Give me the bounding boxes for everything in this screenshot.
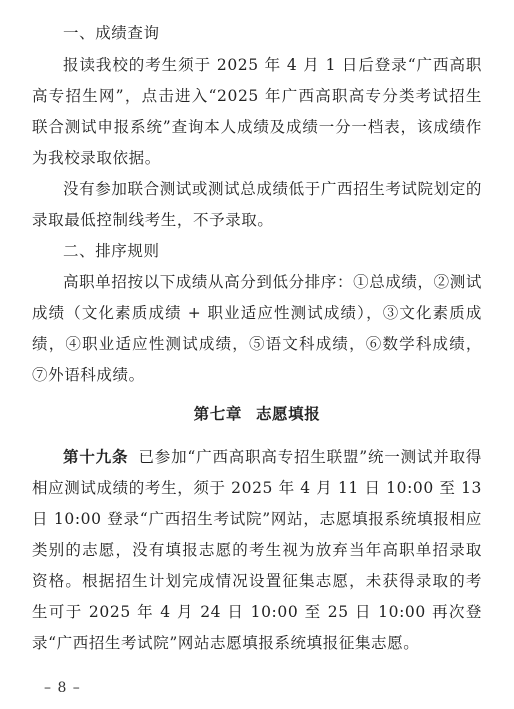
chapter-number: 第七章 <box>193 404 242 423</box>
paragraph-score-query: 报读我校的考生须于 2025 年 4 月 1 日后登录“广西高职高专招生网”，点击进入“2025 年广西高职高专分类考试招生联合测试申报系统”查询本人成绩及成绩一分一档表，该成绩作为我校录取依据。 <box>32 56 482 167</box>
article-text: 已参加“广西高职高专招生联盟”统一测试并取得相应测试成绩的考生，须于 2025 年 4 月 11 日 10:00 至 13 日 10:00 登录“广西招生考试院”网站，志愿填报系统填报相应类别的志愿，没有填报志愿的考生视为放弃当年高职单招录取资格。根据招生计划完成情况设置征集志愿，未获得录取的考生可于 2025 年 4 月 24 日 10:00 至 25 日 10:00 再次登录“广西招生考试院”网站志愿填报系统填报征集志愿。 <box>32 448 482 652</box>
page-number: – 8 – <box>44 680 81 696</box>
article-number: 第十九条 <box>63 447 129 466</box>
chapter-heading <box>0 398 514 429</box>
article-19-paragraph <box>32 441 482 659</box>
section-heading-ranking-rules: 二、排序规则 <box>63 242 160 260</box>
paragraph-no-admission: 没有参加联合测试或测试总成绩低于广西招生考试院划定的录取最低控制线考生，不予录取。 <box>32 180 482 229</box>
section-heading-score-query: 一、成绩查询 <box>63 24 160 42</box>
chapter-title: 志愿填报 <box>255 404 321 423</box>
paragraph-ranking-rules: 高职单招按以下成绩从高分到低分排序：①总成绩，②测试成绩（文化素质成绩 + 职业适应性测试成绩），③文化素质成绩，④职业适应性测试成绩，⑤语文科成绩，⑥数学科成绩，⑦外语科成绩。 <box>32 273 482 384</box>
